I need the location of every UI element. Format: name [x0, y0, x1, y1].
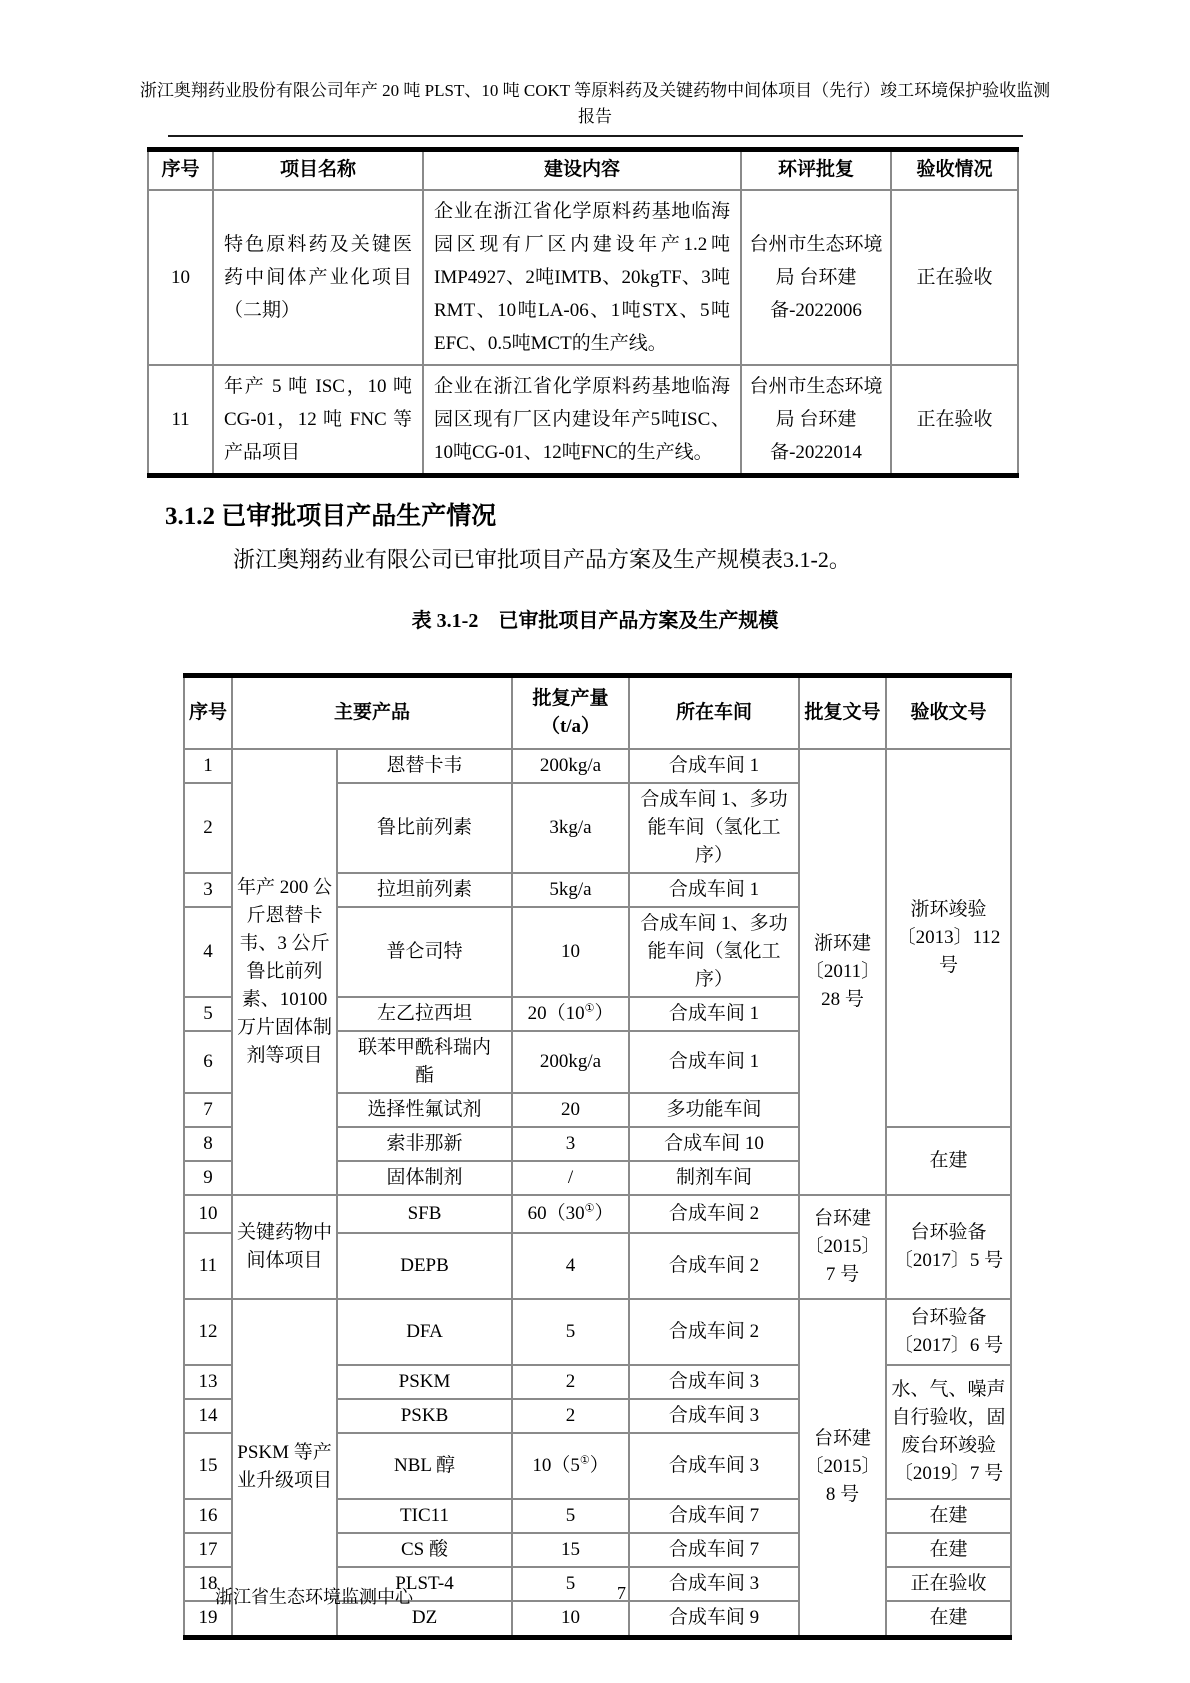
cell-product: DFA	[337, 1299, 512, 1365]
cell-project-name: 特色原料药及关键医药中间体产业化项目（二期）	[213, 190, 423, 365]
cell-eia-approval: 台州市生态环境局 台环建备-2022014	[741, 365, 891, 476]
table-row	[148, 365, 1018, 476]
cell-project-name: 年产 5 吨 ISC，10 吨 CG-01，12 吨 FNC 等产品项目	[213, 365, 423, 476]
header-no: 序号	[148, 150, 213, 190]
cell-qty: 20	[512, 1093, 629, 1127]
cell-no: 18	[184, 1567, 232, 1601]
cell-workshop: 合成车间 3	[629, 1567, 799, 1601]
cell-product: 固体制剂	[337, 1161, 512, 1195]
header-construction-content: 建设内容	[423, 150, 741, 190]
footer-organization: 浙江省生态环境监测中心	[215, 1587, 413, 1607]
cell-qty: 60（30①）	[512, 1195, 629, 1233]
cell-no: 7	[184, 1093, 232, 1127]
cell-no: 17	[184, 1533, 232, 1567]
cell-product: SFB	[337, 1195, 512, 1233]
table-row	[184, 1299, 1011, 1365]
cell-qty: 5kg/a	[512, 873, 629, 907]
cell-product: PSKM	[337, 1365, 512, 1399]
cell-no: 2	[184, 783, 232, 873]
cell-no: 13	[184, 1365, 232, 1399]
table-header-row	[148, 150, 1018, 190]
cell-product: TIC11	[337, 1499, 512, 1533]
cell-project-group: 关键药物中间体项目	[232, 1195, 337, 1299]
cell-workshop: 合成车间 2	[629, 1299, 799, 1365]
header-acceptance-status: 验收情况	[891, 150, 1018, 190]
cell-workshop: 合成车间 2	[629, 1195, 799, 1233]
cell-qty: 3	[512, 1127, 629, 1161]
cell-no: 8	[184, 1127, 232, 1161]
header-eia-approval: 环评批复	[741, 150, 891, 190]
header-workshop: 所在车间	[629, 675, 799, 749]
cell-no: 9	[184, 1161, 232, 1195]
cell-product: 索非那新	[337, 1127, 512, 1161]
cell-no: 11	[148, 365, 213, 476]
header-main-product: 主要产品	[232, 675, 512, 749]
cell-workshop: 合成车间 1	[629, 1031, 799, 1093]
cell-workshop: 合成车间 1、多功能车间（氢化工序）	[629, 907, 799, 997]
cell-acceptance-status: 正在验收	[891, 365, 1018, 476]
cell-approval-doc: 台环建〔2015〕7 号	[799, 1195, 886, 1299]
cell-qty: 10	[512, 907, 629, 997]
cell-workshop: 合成车间 1	[629, 997, 799, 1031]
cell-qty: 10（5①）	[512, 1433, 629, 1499]
header-rule	[168, 135, 1023, 137]
cell-product: 左乙拉西坦	[337, 997, 512, 1031]
cell-product: NBL 醇	[337, 1433, 512, 1499]
cell-workshop: 合成车间 7	[629, 1499, 799, 1533]
cell-qty: 200kg/a	[512, 1031, 629, 1093]
footer-page-number: 7	[617, 1583, 626, 1603]
cell-qty: 200kg/a	[512, 749, 629, 783]
cell-no: 11	[184, 1233, 232, 1299]
cell-workshop: 制剂车间	[629, 1161, 799, 1195]
cell-qty: 3kg/a	[512, 783, 629, 873]
cell-acceptance-doc: 在建	[886, 1127, 1011, 1195]
cell-product: CS 酸	[337, 1533, 512, 1567]
cell-workshop: 多功能车间	[629, 1093, 799, 1127]
cell-workshop: 合成车间 3	[629, 1433, 799, 1499]
cell-qty: 4	[512, 1233, 629, 1299]
product-plan-table	[183, 673, 1012, 1640]
section-paragraph: 浙江奥翔药业有限公司已审批项目产品方案及生产规模表3.1-2。	[233, 546, 851, 572]
cell-no: 15	[184, 1433, 232, 1499]
cell-product: DZ	[337, 1601, 512, 1637]
cell-no: 14	[184, 1399, 232, 1433]
table-row	[184, 1195, 1011, 1233]
cell-qty: 5	[512, 1299, 629, 1365]
cell-acceptance-doc: 台环验备〔2017〕5 号	[886, 1195, 1011, 1299]
cell-no: 4	[184, 907, 232, 997]
cell-workshop: 合成车间 1	[629, 749, 799, 783]
cell-no: 10	[184, 1195, 232, 1233]
cell-qty: 20（10①）	[512, 997, 629, 1031]
cell-product: 拉坦前列素	[337, 873, 512, 907]
cell-workshop: 合成车间 1	[629, 873, 799, 907]
table-header-row	[184, 675, 1011, 749]
cell-workshop: 合成车间 9	[629, 1601, 799, 1637]
cell-product: PSKB	[337, 1399, 512, 1433]
cell-acceptance-doc: 台环验备〔2017〕6 号	[886, 1299, 1011, 1365]
cell-qty: /	[512, 1161, 629, 1195]
cell-eia-approval: 台州市生态环境局 台环建备-2022006	[741, 190, 891, 365]
cell-product: 普仑司特	[337, 907, 512, 997]
cell-project-group: 年产 200 公斤恩替卡韦、3 公斤鲁比前列素、10100 万片固体制剂等项目	[232, 749, 337, 1195]
table-row	[148, 190, 1018, 365]
cell-workshop: 合成车间 3	[629, 1365, 799, 1399]
cell-acceptance-doc: 在建	[886, 1533, 1011, 1567]
cell-acceptance-status: 正在验收	[891, 190, 1018, 365]
cell-workshop: 合成车间 10	[629, 1127, 799, 1161]
cell-qty: 5	[512, 1567, 629, 1601]
cell-product: 联苯甲酰科瑞内酯	[337, 1031, 512, 1093]
cell-acceptance-doc: 在建	[886, 1601, 1011, 1637]
header-acceptance-doc: 验收文号	[886, 675, 1011, 749]
cell-product: 恩替卡韦	[337, 749, 512, 783]
cell-product: 鲁比前列素	[337, 783, 512, 873]
cell-project-group: PSKM 等产业升级项目	[232, 1299, 337, 1637]
cell-qty: 10	[512, 1601, 629, 1637]
cell-acceptance-doc: 正在验收	[886, 1567, 1011, 1601]
cell-qty: 2	[512, 1365, 629, 1399]
cell-no: 3	[184, 873, 232, 907]
cell-no: 6	[184, 1031, 232, 1093]
cell-workshop: 合成车间 2	[629, 1233, 799, 1299]
cell-no: 19	[184, 1601, 232, 1637]
cell-no: 12	[184, 1299, 232, 1365]
header-project-name: 项目名称	[213, 150, 423, 190]
header-no: 序号	[184, 675, 232, 749]
cell-product: 选择性氟试剂	[337, 1093, 512, 1127]
cell-workshop: 合成车间 1、多功能车间（氢化工序）	[629, 783, 799, 873]
section-heading: 3.1.2 已审批项目产品生产情况	[165, 502, 497, 530]
cell-no: 1	[184, 749, 232, 783]
running-head-title: 浙江奥翔药业股份有限公司年产 20 吨 PLST、10 吨 COKT 等原料药及关键药物中间体项目（先行）竣工环境保护验收监测报告	[139, 81, 1051, 126]
table2-title: 表 3.1-2 已审批项目产品方案及生产规模	[411, 609, 779, 632]
cell-product: PLST-4	[337, 1567, 512, 1601]
cell-acceptance-doc: 浙环竣验〔2013〕112 号	[886, 749, 1011, 1127]
cell-workshop: 合成车间 3	[629, 1399, 799, 1433]
cell-acceptance-doc: 水、气、噪声自行验收，固废台环竣验〔2019〕7 号	[886, 1365, 1011, 1499]
cell-no: 16	[184, 1499, 232, 1533]
approved-projects-table	[147, 147, 1019, 478]
header-approved-qty: 批复产量（t/a）	[512, 675, 629, 749]
table-row	[184, 749, 1011, 783]
cell-construction-content: 企业在浙江省化学原料药基地临海园区现有厂区内建设年产5吨ISC、10吨CG-01、12吨FNC的生产线。	[423, 365, 741, 476]
cell-acceptance-doc: 在建	[886, 1499, 1011, 1533]
header-approval-doc: 批复文号	[799, 675, 886, 749]
cell-approval-doc: 浙环建〔2011〕28 号	[799, 749, 886, 1195]
cell-no: 10	[148, 190, 213, 365]
cell-qty: 15	[512, 1533, 629, 1567]
cell-no: 5	[184, 997, 232, 1031]
cell-qty: 5	[512, 1499, 629, 1533]
cell-approval-doc: 台环建〔2015〕8 号	[799, 1299, 886, 1637]
cell-workshop: 合成车间 7	[629, 1533, 799, 1567]
cell-qty: 2	[512, 1399, 629, 1433]
cell-construction-content: 企业在浙江省化学原料药基地临海园区现有厂区内建设年产1.2吨IMP4927、2吨IMTB、20kgTF、3吨RMT、10吨LA-06、1吨STX、5吨EFC、0.5吨MCT的生产线。	[423, 190, 741, 365]
cell-product: DEPB	[337, 1233, 512, 1299]
